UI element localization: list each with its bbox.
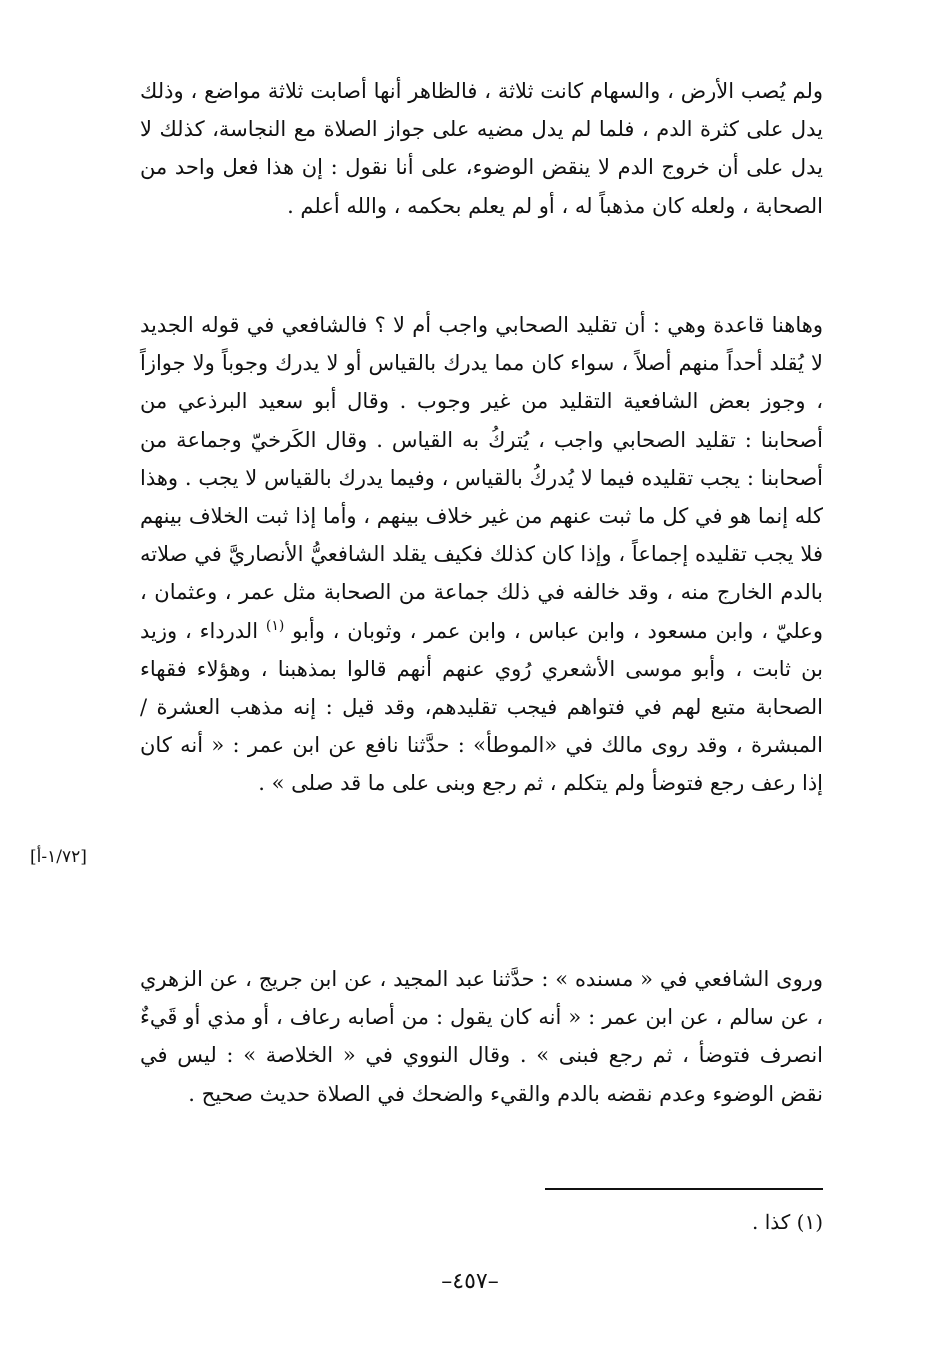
- footnote-separator: [545, 1188, 823, 1190]
- margin-manuscript-reference: [١/٧٢-أ]: [30, 847, 87, 867]
- paragraph-2: [140, 306, 823, 803]
- footnote-marker: (١): [265, 617, 285, 634]
- paragraph-3-text: وروى الشافعي في « مسنده » : حدَّثنا عبد المجيد ، عن ابن جريج ، عن الزهري ، عن سالم ، عن ابن عمر : « أنه كان يقول : من أصابه رعاف ، أو مذي أو قَيءٌ انصرف فتوضأ ، ثم رجع فبنى » . وقال النووي في « الخلاصة » : ليس في نقض الوضوء وعدم نقضه بالدم والقيء والضحك في الصلاة حديث صحيح .: [140, 967, 823, 1106]
- page-number: –٤٥٧–: [441, 1269, 499, 1294]
- paragraph-1: [140, 72, 823, 225]
- paragraph-2-text-end: الدرداء ، وزيد بن ثابت ، وأبو موسى الأشعري رُوي عنهم أنهم قالوا بمذهبنا ، وهؤلاء فقهاء الصحابة متبع لهم في فتواهم فيجب تقليدهم، وقد قيل : إنه مذهب العشرة / المبشرة ، وقد روى مالك في «الموطأ» : حدَّثنا نافع عن ابن عمر : « أنه كان إذا رعف رجع فتوضأ ولم يتكلم ، ثم رجع وبنى على ما قد صلى » .: [140, 618, 823, 796]
- paragraph-3: [140, 960, 823, 1113]
- paragraph-1-text: ولم يُصب الأرض ، والسهام كانت ثلاثة ، فالظاهر أنها أصابت ثلاثة مواضع ، وذلك يدل على كثرة الدم ، فلما لم يدل مضيه على جواز الصلاة مع النجاسة، كذلك لا يدل على أن خروج الدم لا ينقض الوضوء، على أنا نقول : إن هذا فعل واحد من الصحابة ، ولعله كان مذهباً له ، أو لم يعلم بحكمه ، والله أعلم .: [140, 79, 823, 218]
- paragraph-2-text-start: وهاهنا قاعدة وهي : أن تقليد الصحابي واجب أم لا ؟ فالشافعي في قوله الجديد لا يُقلد أحداً منهم أصلاً ، سواء كان مما يدرك بالقياس أو لا يدرك وجوباً ولا جوازاً ، وجوز بعض الشافعية التقليد من غير وجوب . وقال أبو سعيد البرذعي من أصحابنا : تقليد الصحابي واجب ، يُتركُ به القياس . وقال الكَرخيّ وجماعة من أصحابنا : يجب تقليده فيما لا يُدركُ بالقياس ، وفيما يدرك بالقياس لا يجب . وهذا كله إنما هو في كل ما ثبت عنهم من غير خلاف بينهم ، وأما إذا ثبت الخلاف بينهم فلا يجب تقليده إجماعاً ، وإذا كان كذلك فكيف يقلد الشافعيُّ الأنصاريَّ في صلاته بالدم الخارج منه ، وقد خالفه في ذلك جماعة من الصحابة مثل عمر ، وعثمان ، وعليّ ، وابن مسعود ، وابن عباس ، وابن عمر ، وثوبان ، وأبو: [140, 313, 823, 643]
- footnote: (١) كذا .: [751, 1210, 823, 1234]
